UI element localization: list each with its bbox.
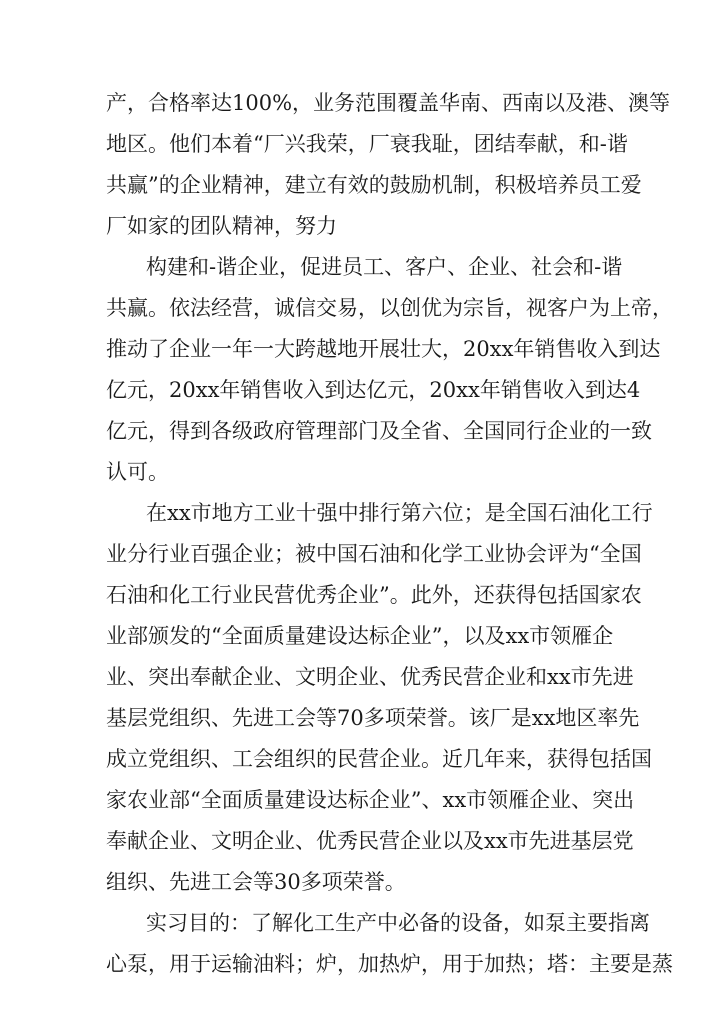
paragraph-line: 构建和-谐企业，促进员工、客户、企业、社会和-谐 [146,255,623,279]
paragraph-line: 产，合格率达100%，业务范围覆盖华南、西南以及港、澳等 [106,91,671,115]
paragraph-line: 业、突出奉献企业、文明企业、优秀民营企业和xx市先进 [106,665,634,689]
paragraph-line: 成立党组织、工会组织的民营企业。近几年来，获得包括国 [106,747,652,771]
paragraph-line: 亿元，20xx年销售收入到达亿元，20xx年销售收入到达4 [106,378,641,402]
paragraph-line: 共赢”的企业精神，建立有效的鼓励机制，积极培养员工爱 [106,173,642,197]
paragraph-line: 组织、先进工会等30多项荣誉。 [106,870,406,894]
paragraph-line: 业部颁发的“全面质量建设达标企业”，以及xx市领雁企 [106,624,614,648]
paragraph-line: 在xx市地方工业十强中排行第六位；是全国石油化工行 [146,501,653,525]
paragraph-line: 推动了企业一年一大跨越地开展壮大，20xx年销售收入到达 [106,337,661,361]
paragraph-line: 奉献企业、文明企业、优秀民营企业以及xx市先进基层党 [106,829,634,853]
paragraph-line: 实习目的：了解化工生产中必备的设备，如泵主要指离 [146,911,650,935]
paragraph-line: 石油和化工行业民营优秀企业”。此外，还获得包括国家农 [106,583,642,607]
paragraph-line: 地区。他们本着“厂兴我荣，厂衰我耻，团结奉献，和-谐 [106,132,628,156]
paragraph-line: 基层党组织、先进工会等70多项荣誉。该厂是xx地区率先 [106,706,640,730]
paragraph-line: 厂如家的团队精神，努力 [106,214,337,238]
paragraph-line: 亿元，得到各级政府管理部门及全省、全国同行企业的一致 [106,419,652,443]
paragraph-line: 认可。 [106,460,169,484]
paragraph-line: 家农业部“全面质量建设达标企业”、xx市领雁企业、突出 [106,788,635,812]
paragraph-line: 心泵，用于运输油料；炉，加热炉，用于加热；塔：主要是蒸 [106,952,673,976]
paragraph-line: 业分行业百强企业；被中国石油和化学工业协会评为“全国 [106,542,642,566]
paragraph-line: 共赢。依法经营，诚信交易，以创优为宗旨，视客户为上帝， [106,296,673,320]
